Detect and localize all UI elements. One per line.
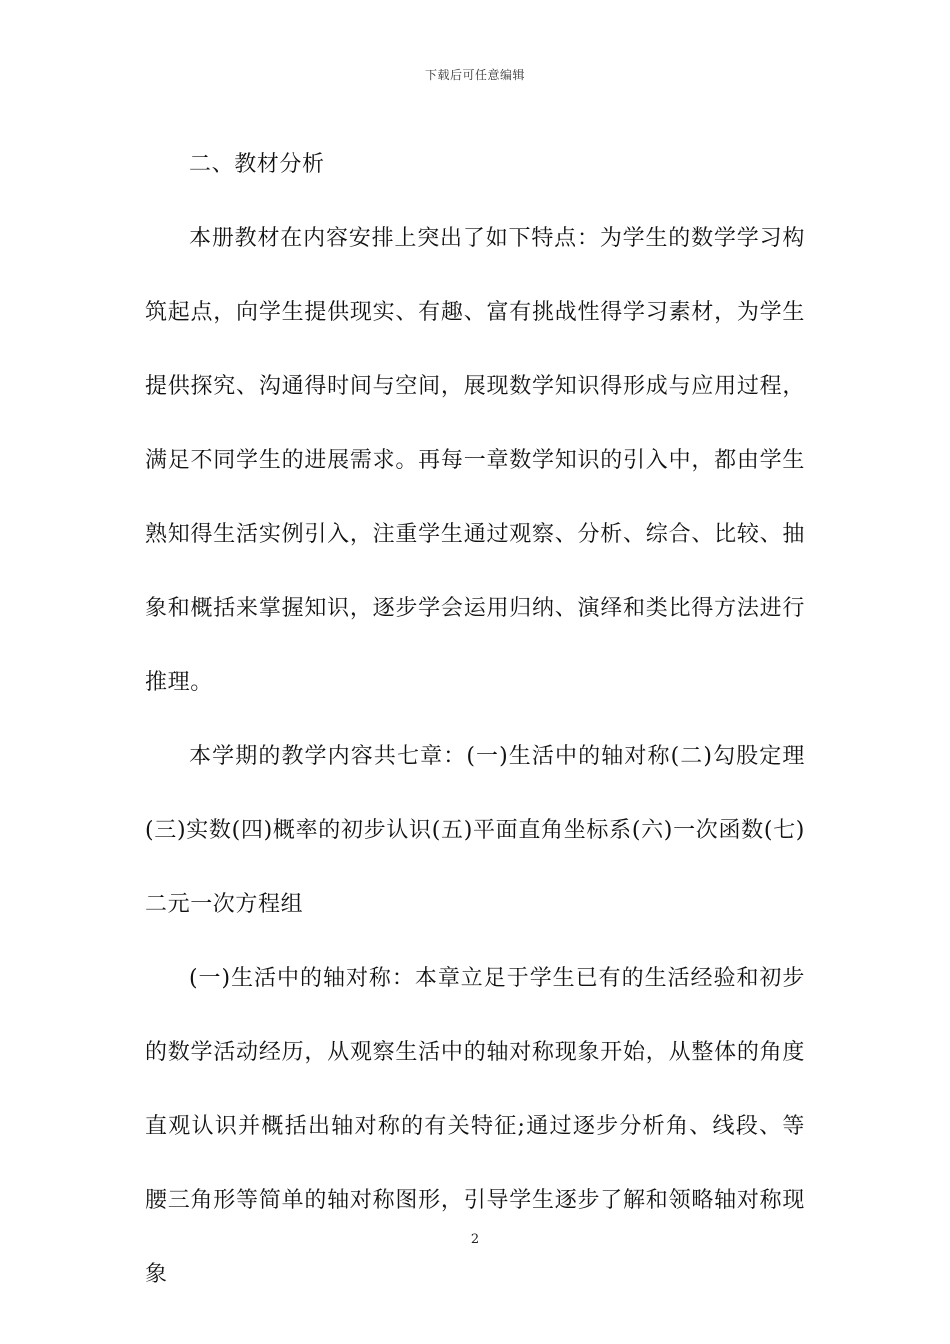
page-number: 2 <box>470 1232 480 1247</box>
paragraph-textbook-features: 本册教材在内容安排上突出了如下特点：为学生的数学学习构筑起点，向学生提供现实、有趣、富有挑战性得学习素材，为学生提供探究、沟通得时间与空间，展现数学知识得形成与应用过程，满足不同学生的进展需求。再每一章数学知识的引入中，都由学生熟知得生活实例引入，注重学生通过观察、分析、综合、比较、抽象和概括来掌握知识，逐步学会运用归纳、演绎和类比得方法进行推理。 <box>145 226 805 695</box>
page-header: 下载后可任意编辑 <box>424 68 525 82</box>
paragraph-chapter-one: (一)生活中的轴对称：本章立足于学生已有的生活经验和初步的数学活动经历，从观察生活中的轴对称现象开始，从整体的角度直观认识并概括出轴对称的有关特征;通过逐步分析角、线段、等腰三角形等简单的轴对称图形，引导学生逐步了解和领略轴对称现象 <box>145 966 805 1287</box>
paragraph-chapter-list: 本学期的教学内容共七章：(一)生活中的轴对称(二)勾股定理(三)实数(四)概率的初步认识(五)平面直角坐标系(六)一次函数(七)二元一次方程组 <box>145 744 805 917</box>
section-heading: 二、教材分析 <box>189 152 325 177</box>
document-body <box>145 128 805 1312</box>
